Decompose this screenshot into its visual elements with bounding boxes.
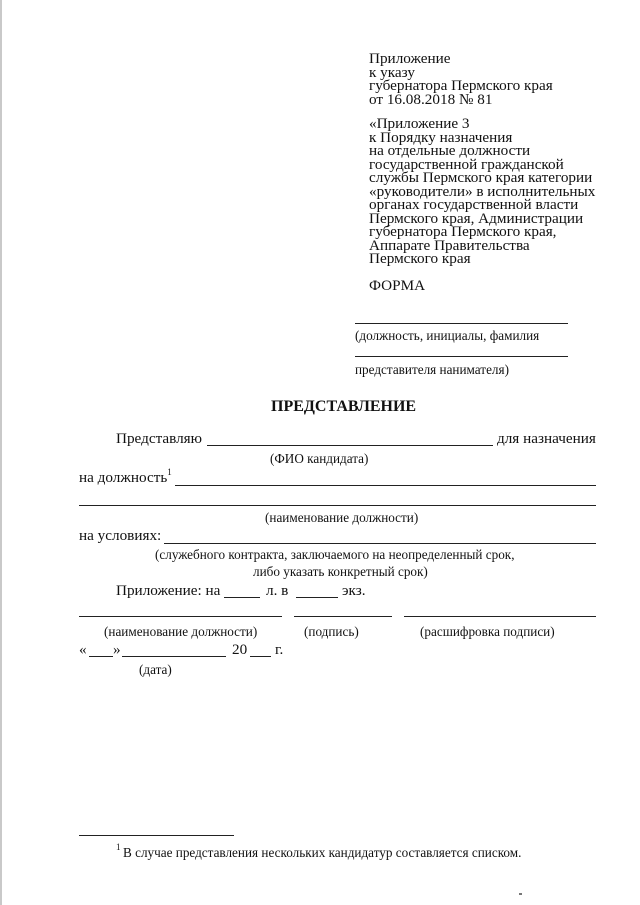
order-appendix-line: Пермского края, Администрации [369,209,584,227]
date-month-field[interactable] [122,656,226,657]
appendix-line: от 16.08.2018 № 81 [369,90,493,108]
appendix-line: губернатора Пермского края [369,77,553,94]
footnote-number: 1 [116,842,121,852]
addressee-caption-2: представителя нанимателя) [355,362,509,377]
date-year-suffix: г. [275,641,284,658]
attachment-pages-label: л. в [266,582,289,599]
form-label: ФОРМА [369,277,426,294]
scan-speck [519,893,522,895]
document-title: ПРЕДСТАВЛЕНИЕ [271,398,417,415]
purpose-label: для назначения [497,430,596,447]
signature-decode-caption: (расшифровка подписи) [420,624,555,639]
addressee-line-1[interactable] [355,323,568,324]
order-appendix-line: «Приложение 3 [369,115,470,132]
signer-position-caption: (наименование должности) [104,624,258,639]
signature-field[interactable] [294,616,392,617]
attachment-pages-field[interactable] [224,597,260,598]
position-label: на должность$^1$ [79,467,172,486]
page-edge [0,0,2,905]
conditions-caption-1: (служебного контракта, заключаемого на неопределенный срок, [155,547,515,562]
order-appendix-line: государственной гражданской [369,155,564,173]
order-appendix-line: Пермского края [369,250,471,267]
date-caption: (дата) [139,662,172,677]
order-appendix-line: «руководители» в исполнительных [369,182,596,200]
position-field-1[interactable] [175,485,596,486]
attachment-label: Приложение: на [116,582,221,599]
date-year-field[interactable] [250,656,271,657]
present-label: Представляю [116,430,203,447]
order-appendix-line: органах государственной власти [369,196,579,213]
appendix-line: Приложение [369,50,451,67]
date-day-field[interactable] [89,656,113,657]
addressee-caption-1: (должность, инициалы, фамилия [355,328,540,343]
conditions-label: на условиях: [79,527,162,544]
addressee-line-2[interactable] [355,356,568,357]
order-appendix-line: к Порядку назначения [369,128,513,146]
footnote-text: В случае представления нескольких кандидатур составляется списком. [123,845,522,860]
date-open-quote: « [79,641,87,658]
candidate-caption: (ФИО кандидата) [270,451,369,466]
order-appendix-line: на отдельные должности [369,142,531,159]
position-caption: (наименование должности) [265,510,419,525]
date-close-quote: » [113,641,121,658]
order-appendix-line: службы Пермского края категории [369,169,593,186]
appendix-line: к указу [369,63,415,81]
signature-caption: (подпись) [304,624,359,639]
attachment-copies-label: экз. [342,582,366,599]
attachment-copies-field[interactable] [296,597,338,598]
footnote-separator [79,835,234,836]
conditions-field[interactable] [164,543,596,544]
signer-position-field[interactable] [79,616,282,617]
candidate-name-field[interactable] [207,445,493,446]
order-appendix-line: губернатора Пермского края, [369,223,557,240]
conditions-caption-2: либо указать конкретный срок) [253,564,428,579]
position-field-2[interactable] [79,505,596,506]
order-appendix-line: Аппарате Правительства [369,236,530,254]
date-year-prefix: 20 [232,641,248,658]
footnote-ref: 1 [167,467,172,477]
signature-decode-field[interactable] [404,616,596,617]
